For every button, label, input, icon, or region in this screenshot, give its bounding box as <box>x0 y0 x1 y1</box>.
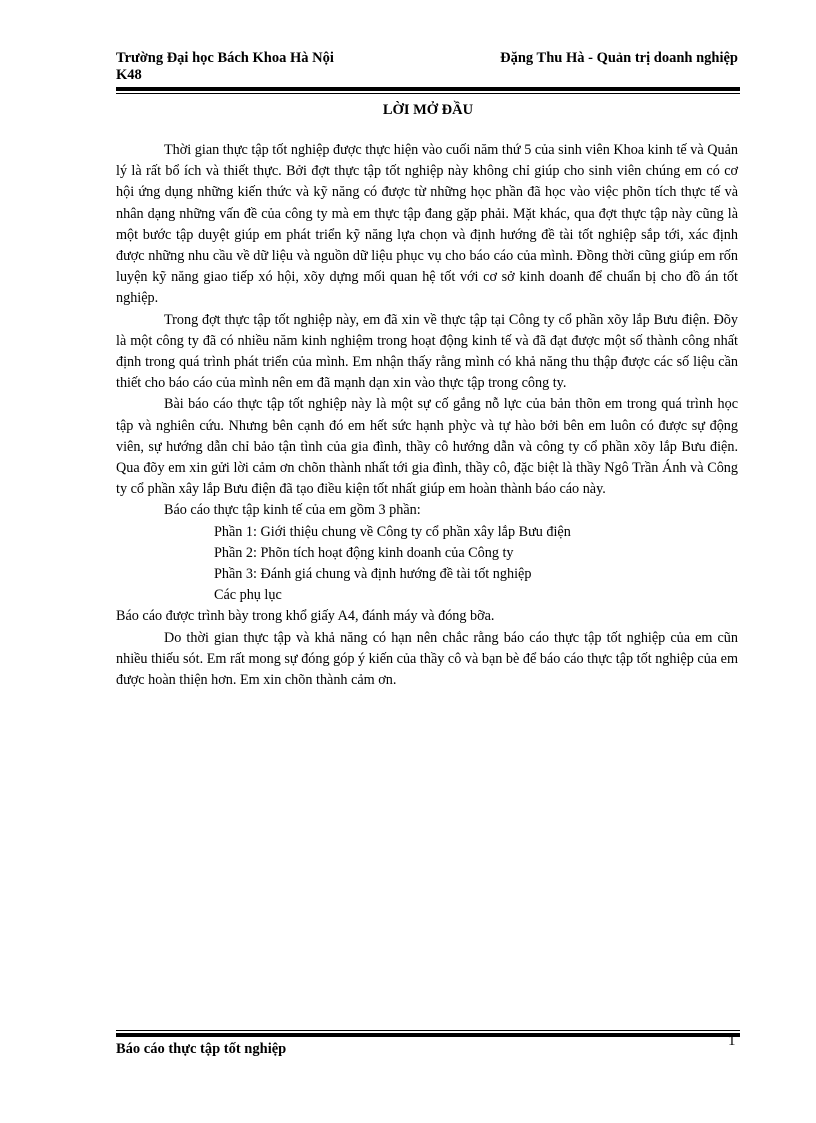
part-item-3: Phần 3: Đánh giá chung và định hướng đề tài tốt nghiệp <box>214 566 532 583</box>
header-class: K48 <box>116 67 142 83</box>
paragraph-thanks: Bài báo cáo thực tập tốt nghiệp này là một sự cố gắng nỗ lực của bản thõn em trong quá trình học tập và nghiên cứu. Nhưng bên cạnh đó em hết sức hạnh phỳc và tự hào bởi bên em luôn có được sự động viên, sự hướng dẫn chỉ bảo tận tình của gia đình, thầy cô hướng dẫn và công ty cổ phần xõy lắp Bưu điện. Qua đõy em xin gửi lời cảm ơn chõn thành nhất tới gia đình, thầy cô, đặc biệt là thầy Ngô Trần Ánh và Công ty cổ phần xây lắp Bưu điện đã tạo điều kiện tốt nhất giúp em hoàn thành báo cáo này. <box>116 396 738 498</box>
page-title: LỜI MỞ ĐẦU <box>382 102 474 118</box>
document-body <box>116 140 738 691</box>
part-item-1: Phần 1: Giới thiệu chung về Công ty cổ phần xây lắp Bưu điện <box>214 523 571 540</box>
footer-rule-thick <box>116 1033 740 1037</box>
header-school: Trường Đại học Bách Khoa Hà Nội <box>116 50 334 66</box>
paragraph-closing: Do thời gian thực tập và khả năng có hạn nên chắc rằng báo cáo thực tập tốt nghiệp của em cũn nhiều thiếu sót. Em rất mong sự đóng góp ý kiến của thầy cô và bạn bè để báo cáo thực tập tốt nghiệp của em được hoàn thiện hơn. Em xin chõn thành cảm ơn. <box>116 629 738 689</box>
parts-intro: Báo cáo thực tập kinh tế của em gồm 3 phần: <box>164 502 421 519</box>
header-school-block <box>116 50 416 84</box>
part-item-appendix: Các phụ lục <box>214 587 282 604</box>
page-number: 1 <box>728 1033 736 1049</box>
part-item-2: Phần 2: Phõn tích hoạt động kinh doanh của Công ty <box>214 544 514 561</box>
paragraph-intro: Thời gian thực tập tốt nghiệp được thực hiện vào cuối năm thứ 5 của sinh viên Khoa kinh tế và Quản lý là rất bổ ích và thiết thực. Bởi đợt thực tập tốt nghiệp này không chỉ giúp cho sinh viên chúng em có cơ hội ứng dụng những kiến thức và kỹ năng có được từ những học phần đã học vào việc phõn tích thực tế và nhân dạng những vấn đề của công ty mà em thực tập đang gặp phải. Mặt khác, qua đợt thực tập này cũng là một bước tập duyệt giúp em phát triển kỹ năng lựa chọn và định hướng đề tài tốt nghiệp sắp tới, xác định được những nhu cầu về dữ liệu và nguồn dữ liệu phục vụ cho báo cáo của mình. Đồng thời cũng giúp em rốn luyện kỹ năng giao tiếp xó hội, xõy dựng mối quan hệ tốt với cơ sở kinh doanh để chuẩn bị cho đồ án tốt nghiệp. <box>116 142 738 307</box>
header-rule-thin <box>116 93 740 94</box>
header-author: Đặng Thu Hà - Quản trị doanh nghiệp <box>500 50 738 66</box>
paragraph-internship: Trong đợt thực tập tốt nghiệp này, em đã xin về thực tập tại Công ty cổ phần xõy lắp Bưu điện. Đõy là một công ty đã có nhiều năm kinh nghiệm trong hoạt động kinh tế và đã đạt được một số thành công nhất định trong quá trình phát triển của mình. Em nhận thấy rằng mình có khả năng thu thập được các số liệu cần thiết cho báo cáo của mình nên em đã mạnh dạn xin vào thực tập trong công ty. <box>116 311 738 392</box>
footer-rule-thin <box>116 1030 740 1031</box>
format-note: Báo cáo được trình bày trong khổ giấy A4, đánh máy và đóng bỡa. <box>116 608 495 625</box>
footer-title: Báo cáo thực tập tốt nghiệp <box>116 1041 287 1057</box>
header-rule-thick <box>116 87 740 91</box>
